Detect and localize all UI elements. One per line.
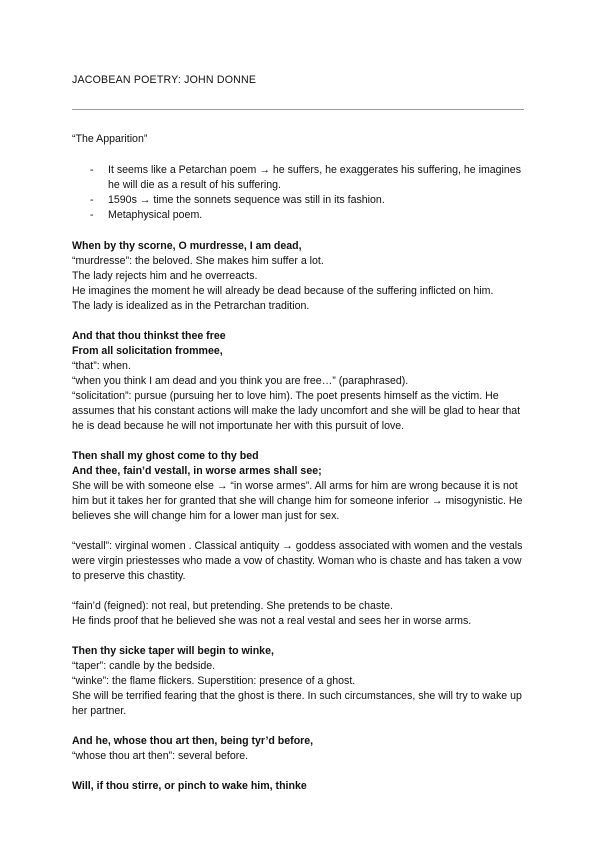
note-line: “winke”: the flame flickers. Superstition: presence of a ghost.	[72, 675, 356, 687]
verse-line: When by thy scorne, O murdresse, I am dead,	[72, 240, 302, 252]
note-line: He finds proof that he believed she was not a real vestal and sees her in worse arms.	[72, 615, 472, 627]
horizontal-divider	[72, 109, 524, 110]
note-line: She will be with someone else → “in worse armes”. All arms for him are wrong because it is not him but it takes her for granted that she will change him for someone inferior → misogynistic. He believes she will change him for a lower man just for sex.	[72, 480, 523, 522]
verse-section	[72, 449, 528, 629]
note-line: “solicitation”: pursue (pursuing her to love him). The poet presents himself as the victim. He assumes that his constant actions will make the lady uncomfort and she will be glad to hear that he is dead because he will not importunate her with this pursuit of love.	[72, 390, 521, 432]
note-line: He imagines the moment he will already be dead because of the suffering inflicted on him.	[72, 285, 494, 297]
verse-line: Then thy sicke taper will begin to winke,	[72, 645, 274, 657]
verse-line: And that thou thinkst thee free	[72, 330, 226, 342]
verse-section	[72, 329, 528, 434]
verse-line: And he, whose thou art then, being tyr’d before,	[72, 735, 314, 747]
verse-line: From all solicitation frommee,	[72, 345, 223, 357]
verse-line: And thee, fain’d vestall, in worse armes shall see;	[72, 465, 322, 477]
verse-section	[72, 779, 528, 794]
note-line: “whose thou art then”: several before.	[72, 750, 249, 762]
note-line: “taper”: candle by the bedside.	[72, 660, 216, 672]
intro-bullet-list	[72, 163, 528, 223]
bullet-item: - It seems like a Petarchan poem → he suffers, he exaggerates his suffering, he imagines he will die as a result of his suffering.	[72, 163, 528, 193]
verse-line: Will, if thou stirre, or pinch to wake him, thinke	[72, 780, 307, 792]
verse-section	[72, 644, 528, 719]
note-line: “that”: when.	[72, 360, 131, 372]
note-line: The lady rejects him and he overreacts.	[72, 270, 258, 282]
poem-title: “The Apparition”	[72, 133, 148, 145]
paragraph-gap	[72, 524, 528, 539]
paragraph-gap	[72, 584, 528, 599]
verse-line: Then shall my ghost come to thy bed	[72, 450, 259, 462]
document-page	[72, 73, 528, 794]
note-line: “vestall”: virginal women . Classical antiquity → goddess associated with women and the vestals were virgin priestesses who made a vow of chastity. Woman who is chaste and has taken a vow to preserve this chastity.	[72, 540, 523, 582]
note-line: She will be terrified fearing that the ghost is there. In such circumstances, she will try to wake up her partner.	[72, 690, 522, 717]
note-line: The lady is idealized as in the Petrarchan tradition.	[72, 300, 310, 312]
bullet-item: - 1590s → time the sonnets sequence was still in its fashion.	[72, 193, 528, 208]
note-line: “when you think I am dead and you think you are free…” (paraphrased).	[72, 375, 409, 387]
verse-section	[72, 734, 528, 764]
bullet-item: - Metaphysical poem.	[72, 208, 528, 223]
note-line: “murdresse”: the beloved. She makes him suffer a lot.	[72, 255, 324, 267]
verse-section	[72, 239, 528, 314]
note-line: “fain’d (feigned): not real, but pretending. She pretends to be chaste.	[72, 600, 393, 612]
document-heading: JACOBEAN POETRY: JOHN DONNE	[72, 74, 257, 86]
